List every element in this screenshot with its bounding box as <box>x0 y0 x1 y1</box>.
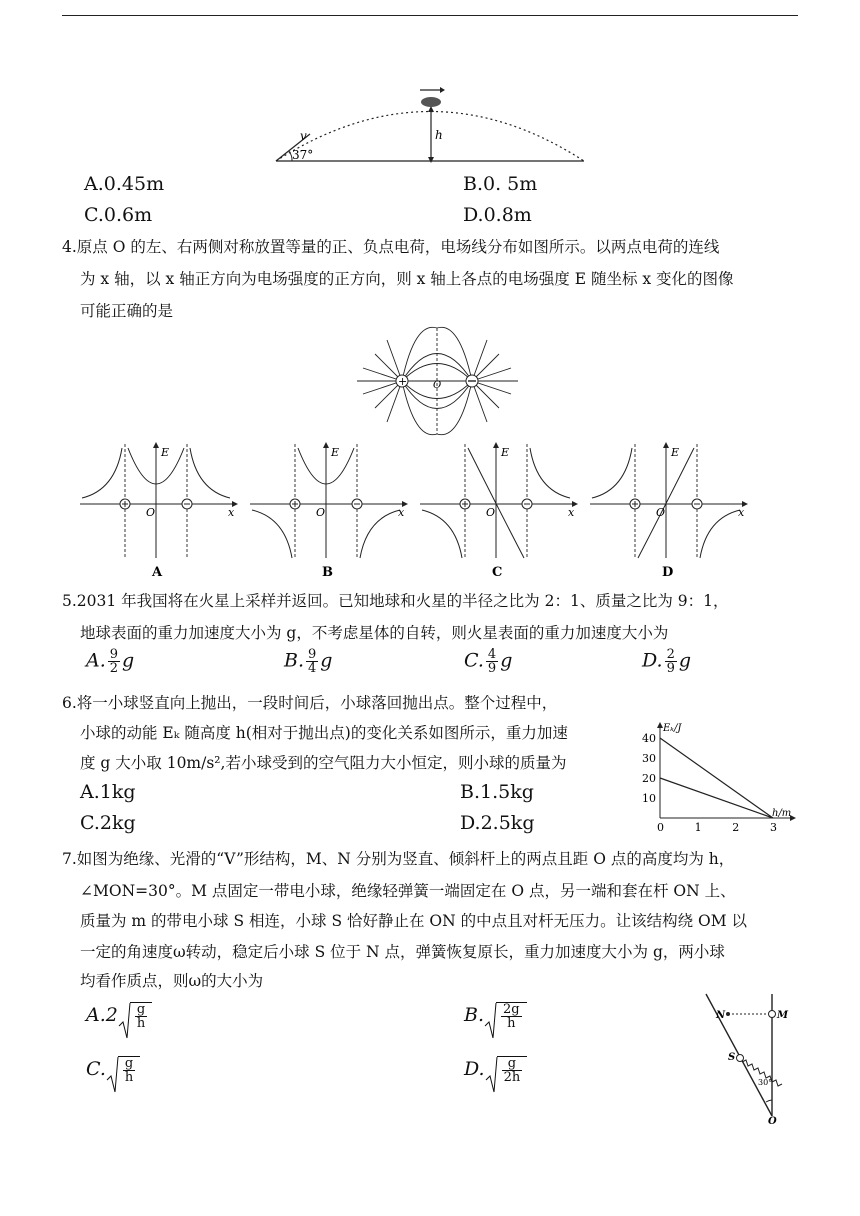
x-tick-label: 2 <box>732 821 740 834</box>
q7-option-b: B. $\frac{2g}{h}$ <box>464 1002 527 1030</box>
x-tick-label: 3 <box>769 821 777 834</box>
graph-label-a: A <box>152 565 163 580</box>
svg-text:+: + <box>398 375 408 388</box>
y-tick-label: 40 <box>642 732 656 745</box>
q5-option-a: A. $\frac{9}{2}$ g <box>86 647 135 676</box>
label-h: h <box>435 128 443 142</box>
x-tick-label: 0 <box>657 821 664 834</box>
graph-a <box>80 442 238 558</box>
svg-text:O: O <box>768 1116 777 1127</box>
svg-text:N: N <box>716 1010 726 1021</box>
series-line-1 <box>660 778 773 818</box>
object-icon <box>421 97 441 107</box>
q3-option-a: A.0.45m <box>84 173 165 195</box>
q5-option-b: B. $\frac{9}{4}$ g <box>284 647 333 676</box>
svg-text:x: x <box>568 506 575 519</box>
svg-text:E: E <box>161 446 170 459</box>
q3-option-c: C.0.6m <box>84 204 153 226</box>
y-tick-label: 20 <box>642 772 656 785</box>
svg-text:E: E <box>331 446 340 459</box>
y-tick-label: 10 <box>642 792 656 805</box>
q7-line1: 7.如图为绝缘、光滑的“V”形结构，M、N 分别为竖直、倾斜杆上的两点且距 O 点的高度均为 h， <box>62 850 735 868</box>
x-tick-label: 1 <box>694 821 702 834</box>
svg-text:O: O <box>486 506 496 519</box>
ball-m-icon <box>769 1011 776 1018</box>
q7-option-a: A.2 $\frac{g}{h}$ <box>86 1002 152 1030</box>
electric-field-figure <box>355 326 520 436</box>
svg-text:O: O <box>316 506 326 519</box>
graph-label-c: C <box>492 565 503 580</box>
ek-h-chart <box>640 720 800 836</box>
q4-line2: 为 x 轴，以 x 轴正方向为电场强度的正方向，则 x 轴上各点的电场强度 E 随坐标 x 变化的图像 <box>80 270 734 288</box>
series-line-0 <box>660 738 773 818</box>
q7-line4: 一定的角速度ω转动，稳定后小球 S 位于 N 点，弹簧恢复原长，重力加速度大小为 g，两小球 <box>80 943 725 961</box>
q6-line3: 度 g 大小取 10m/s²,若小球受到的空气阻力大小恒定，则小球的质量为 <box>80 754 567 772</box>
x-axis-label: h/m <box>772 808 792 819</box>
trajectory-arc <box>276 112 584 162</box>
graph-b <box>250 442 408 558</box>
q5-option-c: C. $\frac{4}{9}$ g <box>464 647 513 676</box>
svg-text:x: x <box>228 506 235 519</box>
graph-label-b: B <box>322 565 333 580</box>
q6-option-d: D.2.5kg <box>460 812 535 834</box>
label-angle: 37° <box>292 148 314 162</box>
q5-line2: 地球表面的重力加速度大小为 g，不考虑星体的自转，则火星表面的重力加速度大小为 <box>80 624 669 642</box>
q7-line3: 质量为 m 的带电小球 S 相连，小球 S 恰好静止在 ON 的中点且对杆无压力。让该结构绕 OM 以 <box>80 912 748 930</box>
header-rule <box>62 15 798 16</box>
q7-option-d: D. $\frac{g}{2h}$ <box>464 1056 527 1084</box>
q6-option-a: A.1kg <box>80 781 136 803</box>
q6-option-b: B.1.5kg <box>460 781 534 803</box>
q5-option-d: D. $\frac{2}{9}$ g <box>642 647 692 676</box>
svg-text:x: x <box>398 506 405 519</box>
label-v: v <box>300 129 307 143</box>
q6-line2: 小球的动能 Eₖ 随高度 h(相对于抛出点)的变化关系如图所示，重力加速 <box>80 724 568 742</box>
svg-text:E: E <box>671 446 680 459</box>
svg-text:E: E <box>501 446 510 459</box>
svg-text:M: M <box>777 1010 789 1021</box>
graph-label-d: D <box>662 565 674 580</box>
q7-line2: ∠MON=30°。M 点固定一带电小球，绝缘轻弹簧一端固定在 O 点，另一端和套在杆 ON 上、 <box>80 882 736 900</box>
svg-text:O: O <box>146 506 156 519</box>
q5-line1: 5.2031 年我国将在火星上采样并返回。已知地球和火星的半径之比为 2：1、质量之比为 9：1， <box>62 592 729 610</box>
q4-line3: 可能正确的是 <box>80 302 174 320</box>
graph-c <box>420 442 578 558</box>
q7-line5: 均看作质点，则ω的大小为 <box>80 972 264 990</box>
ball-s-icon <box>737 1055 744 1062</box>
q3-option-d: D.0.8m <box>463 204 532 226</box>
svg-text:x: x <box>738 506 745 519</box>
svg-text:S: S <box>728 1052 736 1063</box>
graph-d <box>590 442 748 558</box>
q7-option-c: C. $\frac{g}{h}$ <box>86 1056 140 1084</box>
q6-line1: 6.将一小球竖直向上抛出，一段时间后，小球落回抛出点。整个过程中， <box>62 694 558 712</box>
svg-text:O: O <box>656 506 666 519</box>
q4-line1: 4.原点 O 的左、右两侧对称放置等量的正、负点电荷，电场线分布如图所示。以两点电荷的连线 <box>62 238 720 256</box>
y-tick-label: 30 <box>642 752 656 765</box>
projectile-figure <box>270 82 590 166</box>
q6-option-c: C.2kg <box>80 812 136 834</box>
y-axis-label: Eₖ/J <box>663 723 682 734</box>
v-structure-figure <box>700 990 800 1125</box>
q3-option-b: B.0. 5m <box>463 173 538 195</box>
svg-text:30°: 30° <box>758 1078 773 1087</box>
label-o: O <box>433 380 442 391</box>
e-x-graphs <box>80 440 745 580</box>
